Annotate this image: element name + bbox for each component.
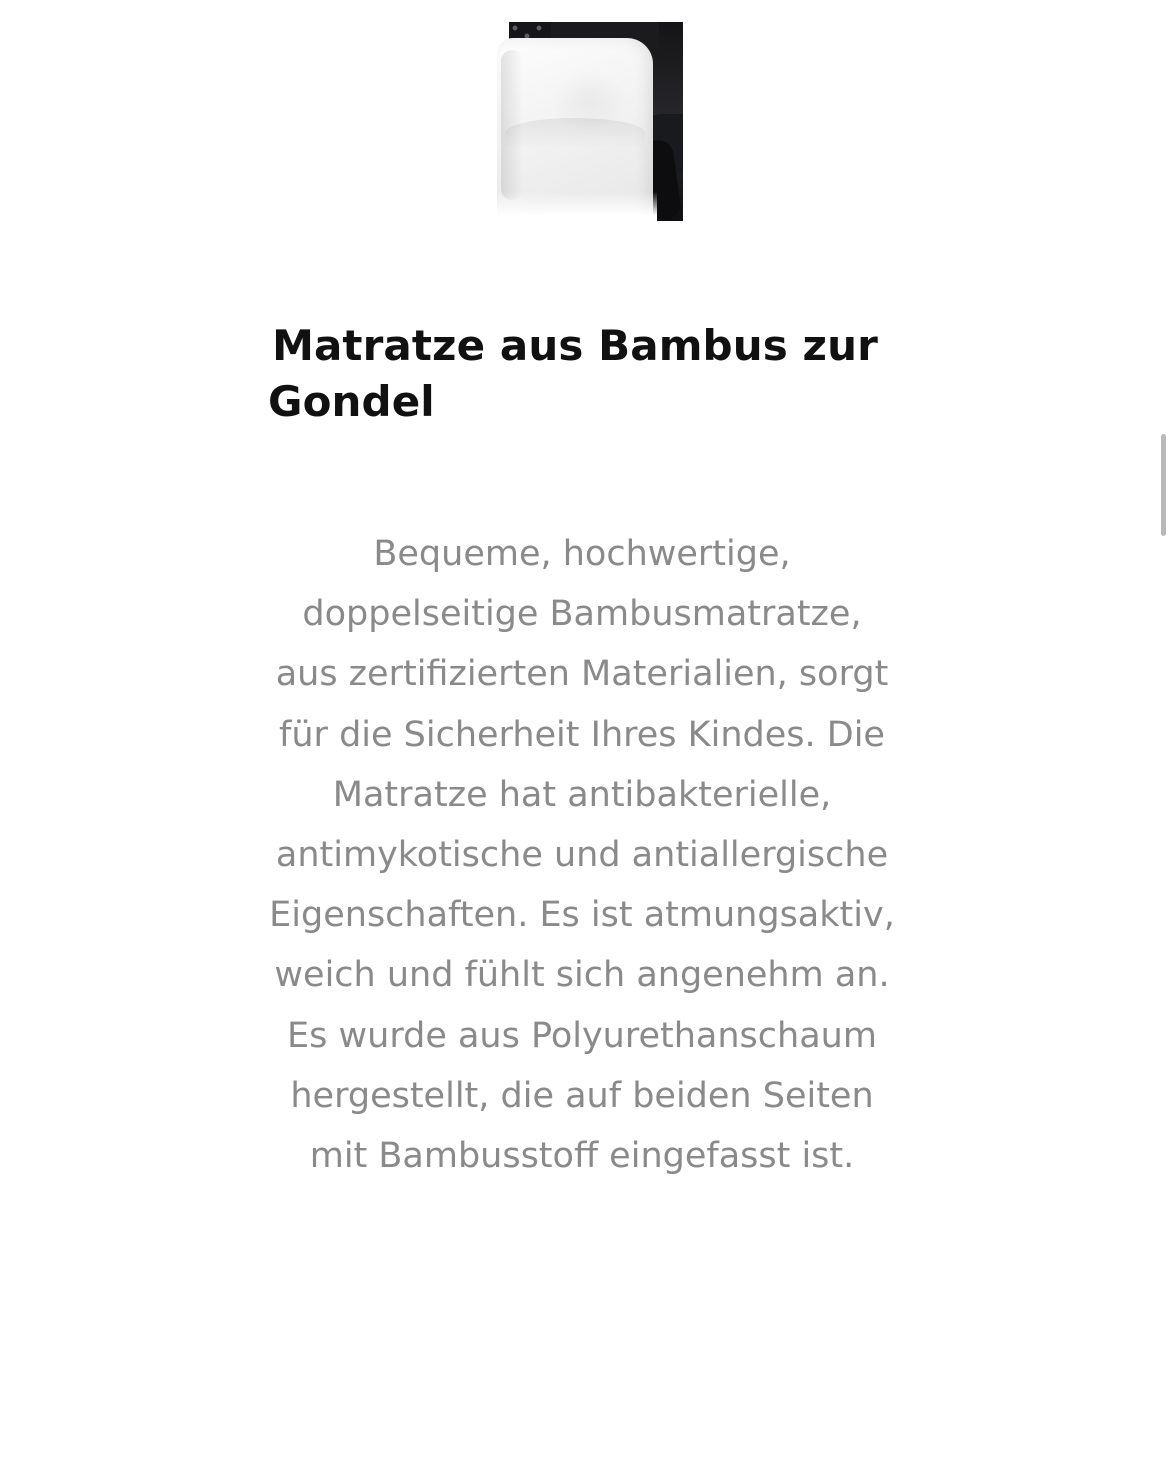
product-title xyxy=(268,318,882,430)
product-title-line-2: Gondel xyxy=(268,376,435,426)
vertical-scrollbar[interactable] xyxy=(1160,0,1170,1459)
image-bottom-fade xyxy=(497,192,657,221)
mattress-emboss-pattern xyxy=(549,70,629,132)
product-description: Bequeme, hochwertige, doppelseitige Bambusmatratze, aus zertifizierten Materialien, sorgt für die Sicherheit Ihres Kindes. Die Matratze hat antibakterielle, antimykotische und antiallergische Eigenschaften. Es ist atmungsaktiv, weich und fühlt sich angenehm an. Es wurde aus Polyurethanschaum hergestellt, die auf beiden Seiten mit Bambusstoff eingefasst ist. xyxy=(269,534,895,1176)
product-image[interactable] xyxy=(491,22,683,221)
product-title-line-1: Matratze aus Bambus zur xyxy=(272,321,878,370)
scrollbar-thumb[interactable] xyxy=(1161,434,1166,536)
